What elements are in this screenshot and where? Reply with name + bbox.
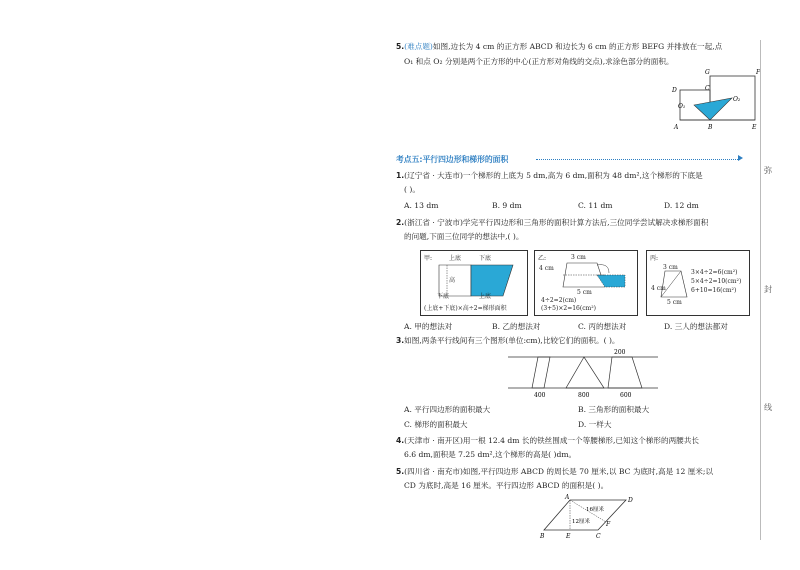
- q5a-number: 5.: [396, 42, 405, 51]
- q5b-label-16: 16厘米: [586, 507, 604, 513]
- q3-figure: [508, 350, 658, 400]
- label-b: B: [708, 124, 713, 131]
- q1-number: 1.: [396, 171, 405, 180]
- jia-top-right-label: 上底: [479, 293, 492, 300]
- label-f: F: [756, 69, 761, 76]
- yi-label: 乙:: [538, 255, 547, 262]
- q2-option-a[interactable]: A. 甲的想法对: [404, 322, 453, 331]
- q5b-number: 5.: [396, 467, 405, 476]
- jia-formula: (上底+下底)×高÷2=梯形面积: [424, 305, 507, 312]
- q2-number: 2.: [396, 218, 405, 227]
- q5a-figure: [670, 70, 760, 135]
- jia-bottom-left-label: 下底: [437, 293, 450, 300]
- q3-number: 3.: [396, 336, 405, 345]
- q1-option-a[interactable]: A. 13 dm: [404, 201, 439, 210]
- q5b-label-f: F: [606, 521, 611, 528]
- q3-bottom-label-3: 600: [620, 392, 632, 399]
- q4-line2: 6.6 dm,面积是 7.25 dm²,这个梯形的高是( )dm。: [404, 450, 577, 459]
- q3-parallelogram: [532, 357, 550, 388]
- label-a: A: [674, 124, 679, 131]
- q5b-text1: (四川省 · 南充市)如图,平行四边形 ABCD 的周长是 70 厘米,以 BC 为底时,高是 12 厘米;以: [404, 467, 714, 476]
- arrow-right-icon: [738, 155, 743, 161]
- shaded-triangle: [694, 98, 732, 120]
- q2-option-b[interactable]: B. 乙的想法对: [492, 322, 541, 331]
- q5b-line2: CD 为底时,高是 16 厘米。平行四边形 ABCD 的面积是( )。: [404, 481, 609, 490]
- yi-side-label: 4 cm: [539, 265, 554, 272]
- q5b-label-e: E: [566, 533, 571, 540]
- label-g: G: [705, 69, 710, 76]
- q2-box-jia: [420, 250, 528, 316]
- yi-bottom-label: 5 cm: [577, 289, 592, 296]
- jia-trapezoid-blue: [471, 265, 513, 296]
- label-o2: O₂: [733, 96, 741, 103]
- q5a-text1: 如图,边长为 4 cm 的正方形 ABCD 和边长为 6 cm 的正方形 BEFG 并排放在一起,点: [432, 42, 723, 51]
- label-e: E: [752, 124, 757, 131]
- q3-text1: 如图,两条平行线间有三个图形(单位:cm),比较它们的面积。( )。: [404, 336, 620, 345]
- q3-trapezoid: [608, 357, 642, 388]
- q1-option-b[interactable]: B. 9 dm: [492, 201, 522, 210]
- q1-option-c[interactable]: C. 11 dm: [578, 201, 613, 210]
- q3-option-d[interactable]: D. 一样大: [578, 420, 612, 429]
- q5a-line1: [396, 41, 722, 53]
- bing-formula1: 3×4÷2=6(cm²): [691, 269, 738, 276]
- bing-bottom-label: 5 cm: [667, 299, 682, 306]
- q2-line1: [396, 217, 708, 229]
- q3-top-label: 200: [614, 349, 626, 356]
- q1-option-d[interactable]: D. 12 dm: [664, 201, 699, 210]
- yi-top-label: 3 cm: [571, 254, 586, 261]
- q2-option-c[interactable]: C. 丙的想法对: [578, 322, 627, 331]
- q3-option-a[interactable]: A. 平行四边形的面积最大: [404, 405, 491, 414]
- q3-option-c[interactable]: C. 梯形的面积最大: [404, 420, 468, 429]
- bing-top-label: 3 cm: [663, 264, 678, 271]
- jia-top-label: 上底: [449, 255, 462, 262]
- section-title: 考点五:平行四边形和梯形的面积: [396, 155, 509, 164]
- q5b-parallelogram: [544, 500, 626, 530]
- label-d: D: [672, 87, 677, 94]
- q2-box-yi: [534, 250, 638, 316]
- q5b-label-d: D: [628, 497, 633, 504]
- q5b-label-a: A: [565, 494, 570, 501]
- yi-formula2: (3+5)×2=16(cm²): [541, 305, 596, 312]
- jia-label: 甲:: [424, 255, 433, 262]
- bing-trapezoid: [661, 271, 687, 297]
- q2-box-bing: [646, 250, 750, 316]
- q4-text1: (天津市 · 南开区)用一根 12.4 dm 长的铁丝围成一个等腰梯形,已知这个梯形的两腰共长: [404, 436, 699, 445]
- q5b-figure: [540, 492, 640, 540]
- bing-side-label: 4 cm: [651, 285, 666, 292]
- q3-triangle: [566, 357, 604, 388]
- seal-char-feng: 封: [764, 285, 772, 294]
- seal-margin-line: [760, 40, 761, 540]
- q3-bottom-label-1: 400: [534, 392, 546, 399]
- q5b-line1: [396, 466, 713, 478]
- q5b-label-12: 12厘米: [572, 519, 590, 525]
- section-dotted-rule: [536, 159, 740, 160]
- q5a-line2: O₁ 和点 O₂ 分别是两个正方形的中心(正方形对角线的交点),求涂色部分的面积。: [404, 57, 674, 66]
- q2-line2: 的问题,下面三位同学的想法中,( )。: [404, 232, 524, 241]
- q3-line1: [396, 335, 620, 347]
- seal-char-mi: 弥: [764, 166, 772, 175]
- q5a-tag: (难点题): [404, 42, 433, 51]
- q5b-label-b: B: [540, 533, 545, 540]
- q4-number: 4.: [396, 436, 405, 445]
- label-c: C: [705, 85, 710, 92]
- yi-moved-piece: [597, 275, 625, 287]
- bing-diagonal: [661, 271, 681, 297]
- label-o1: O₁: [678, 103, 686, 110]
- q1-text1: (辽宁省 · 大连市)一个梯形的上底为 5 dm,高为 6 dm,面积为 48 dm²,这个梯形的下底是: [404, 171, 703, 180]
- q2-text1: (浙江省 · 宁波市)学完平行四边形和三角形的面积计算方法后,三位同学尝试解决求梯形面积: [404, 218, 709, 227]
- q1-line2: ( )。: [404, 185, 420, 194]
- seal-char-xian: 线: [764, 403, 772, 412]
- q2-option-d[interactable]: D. 三人的想法都对: [664, 322, 728, 331]
- jia-height-label: 高: [449, 277, 456, 284]
- q5b-label-c: C: [596, 533, 601, 540]
- bing-label: 丙:: [650, 255, 659, 262]
- yi-formula1: 4÷2=2(cm): [541, 297, 577, 304]
- jia-bottom-right-label: 下底: [479, 255, 492, 262]
- bing-formula3: 6+10=16(cm²): [691, 287, 737, 294]
- q3-bottom-label-2: 800: [578, 392, 590, 399]
- q1-line1: [396, 170, 703, 182]
- q3-option-b[interactable]: B. 三角形的面积最大: [578, 405, 650, 414]
- bing-formula2: 5×4÷2=10(cm²): [691, 278, 742, 285]
- q4-line1: [396, 435, 699, 447]
